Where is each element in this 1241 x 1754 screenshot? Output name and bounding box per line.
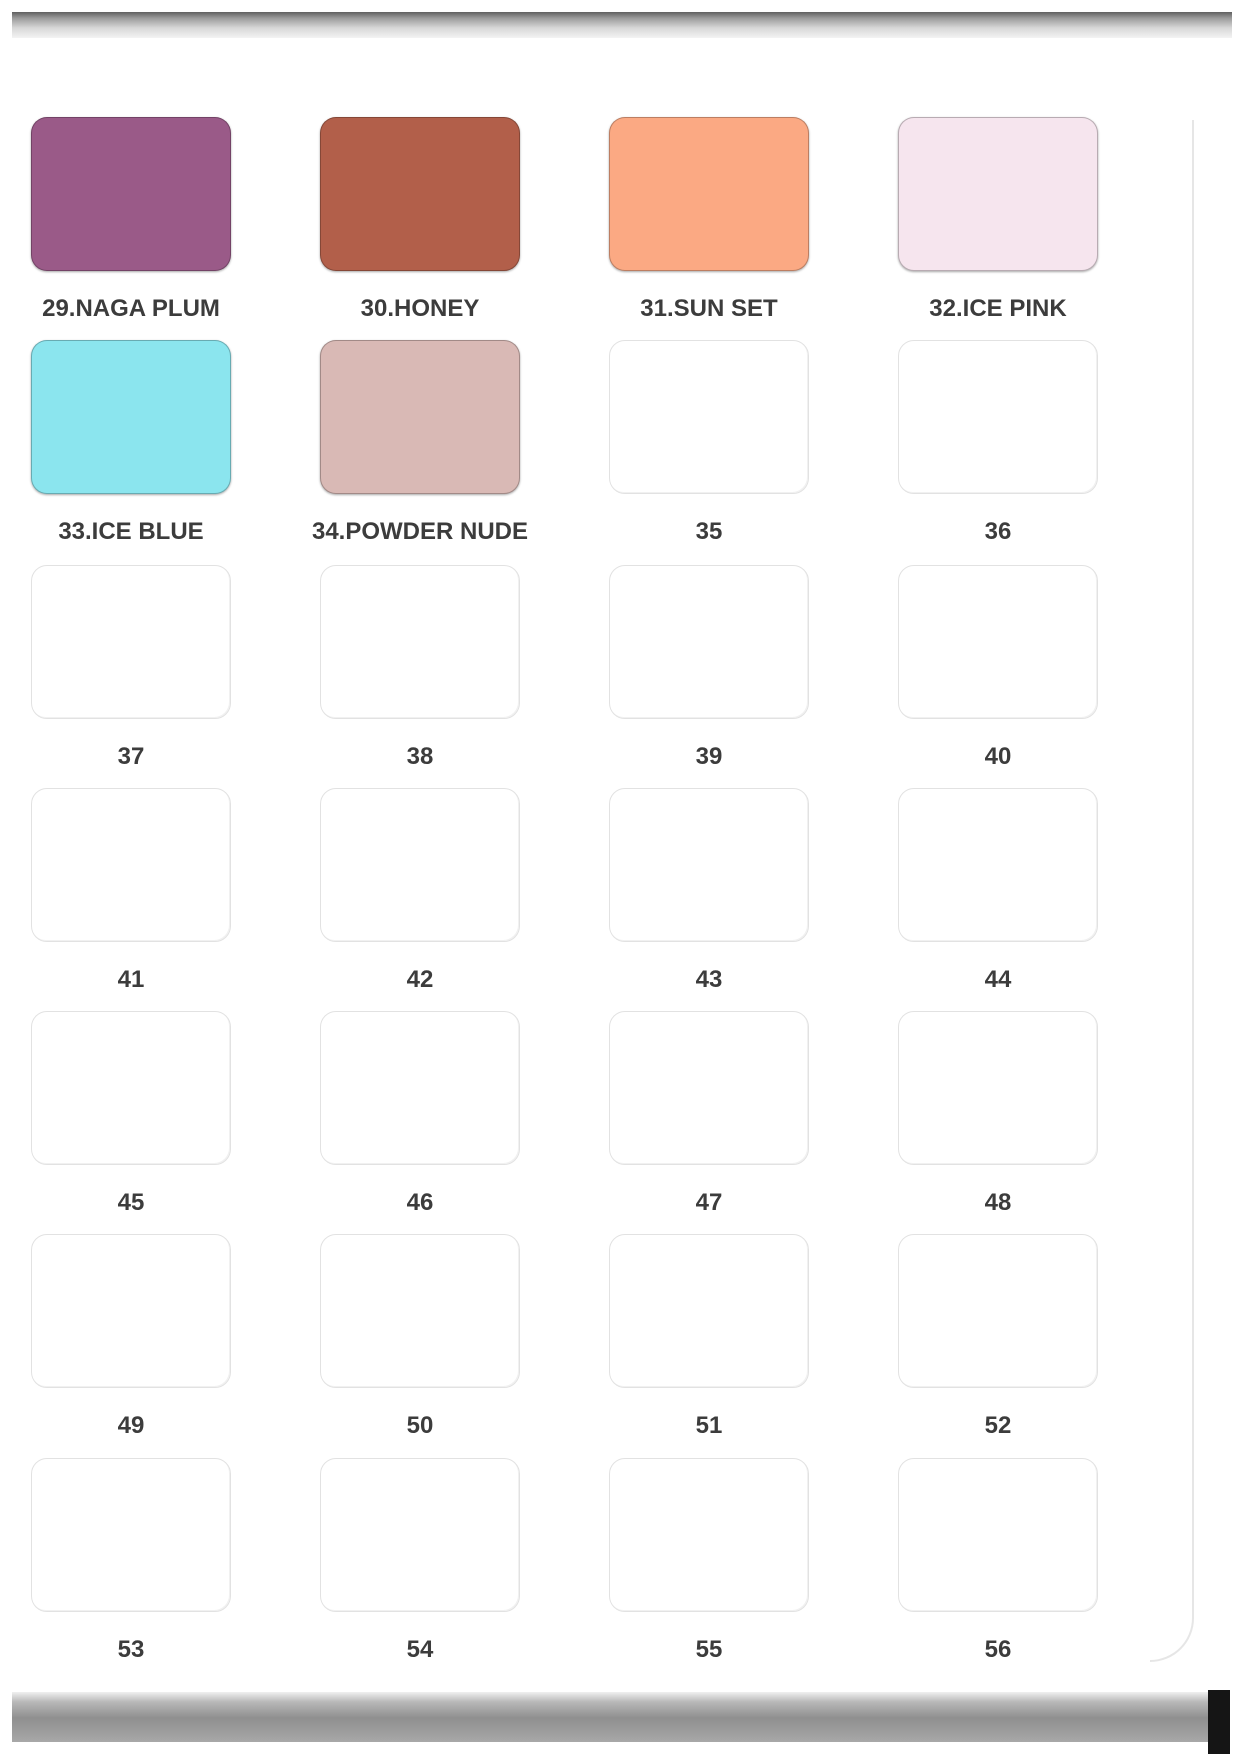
swatch-54 (320, 1458, 520, 1612)
swatch-51 (609, 1234, 809, 1388)
swatch-label-53: 53 (117, 1636, 145, 1663)
swatch-label-41: 41 (117, 966, 145, 993)
swatch-label-44: 44 (984, 966, 1012, 993)
swatch-29 (31, 117, 231, 271)
swatch-50 (320, 1234, 520, 1388)
swatch-56 (898, 1458, 1098, 1612)
swatch-label-43: 43 (695, 966, 723, 993)
swatch-label-39: 39 (695, 743, 723, 770)
card-edge (1150, 120, 1194, 1662)
swatch-49 (31, 1234, 231, 1388)
swatch-45 (31, 1011, 231, 1165)
swatch-label-45: 45 (117, 1189, 145, 1216)
swatch-label-35: 35 (695, 518, 723, 545)
swatch-30 (320, 117, 520, 271)
swatch-label-46: 46 (406, 1189, 434, 1216)
swatch-label-36: 36 (984, 518, 1012, 545)
swatch-34 (320, 340, 520, 494)
swatch-48 (898, 1011, 1098, 1165)
swatch-44 (898, 788, 1098, 942)
swatch-label-42: 42 (406, 966, 434, 993)
swatch-37 (31, 565, 231, 719)
swatch-41 (31, 788, 231, 942)
swatch-label-40: 40 (984, 743, 1012, 770)
swatch-33 (31, 340, 231, 494)
swatch-55 (609, 1458, 809, 1612)
swatch-label-34: 34.POWDER NUDE (311, 518, 529, 545)
swatch-31 (609, 117, 809, 271)
swatch-42 (320, 788, 520, 942)
swatch-47 (609, 1011, 809, 1165)
swatch-36 (898, 340, 1098, 494)
scan-edge-corner (1208, 1690, 1230, 1754)
swatch-43 (609, 788, 809, 942)
swatch-32 (898, 117, 1098, 271)
swatch-label-38: 38 (406, 743, 434, 770)
scan-edge-bottom (12, 1692, 1222, 1742)
swatch-label-37: 37 (117, 743, 145, 770)
swatch-label-29: 29.NAGA PLUM (42, 295, 220, 322)
swatch-label-32: 32.ICE PINK (929, 295, 1067, 322)
swatch-46 (320, 1011, 520, 1165)
swatch-label-33: 33.ICE BLUE (58, 518, 204, 545)
swatch-53 (31, 1458, 231, 1612)
swatch-label-56: 56 (984, 1636, 1012, 1663)
swatch-38 (320, 565, 520, 719)
swatch-label-47: 47 (695, 1189, 723, 1216)
swatch-39 (609, 565, 809, 719)
swatch-label-51: 51 (695, 1412, 723, 1439)
swatch-label-54: 54 (406, 1636, 434, 1663)
swatch-label-49: 49 (117, 1412, 145, 1439)
swatch-52 (898, 1234, 1098, 1388)
swatch-label-50: 50 (406, 1412, 434, 1439)
swatch-label-31: 31.SUN SET (640, 295, 778, 322)
swatch-label-52: 52 (984, 1412, 1012, 1439)
swatch-label-48: 48 (984, 1189, 1012, 1216)
swatch-40 (898, 565, 1098, 719)
swatch-35 (609, 340, 809, 494)
swatch-label-30: 30.HONEY (360, 295, 480, 322)
scan-edge-top (12, 12, 1232, 38)
swatch-label-55: 55 (695, 1636, 723, 1663)
